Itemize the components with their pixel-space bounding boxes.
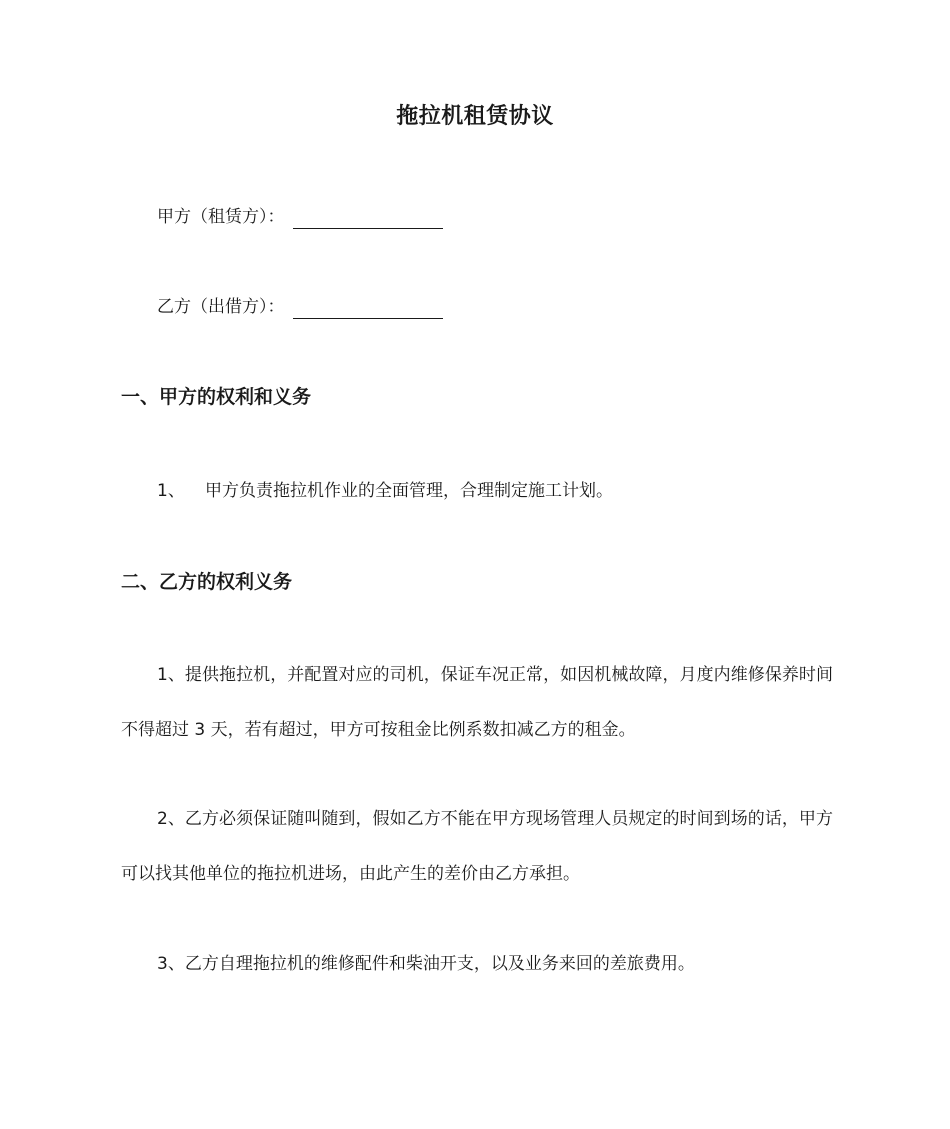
party-b-blank-field [293, 300, 443, 319]
party-a-line [157, 205, 443, 229]
section-1-heading: 一、甲方的权利和义务 [121, 386, 312, 408]
party-a-blank-field [293, 210, 443, 229]
party-a-label: 甲方（租赁方）： [157, 207, 285, 227]
section-1-item-1-number: 1、 [157, 481, 185, 501]
section-1-item-1 [157, 479, 613, 503]
section-2-heading: 二、乙方的权利义务 [121, 571, 293, 593]
party-b-label: 乙方（出借方）： [157, 297, 285, 317]
section-1-item-1-text: 甲方负责拖拉机作业的全面管理，合理制定施工计划。 [205, 481, 613, 501]
section-2-item-3: 3、乙方自理拖拉机的维修配件和柴油开支，以及业务来回的差旅费用。 [157, 954, 695, 974]
section-2-item-1: 1、提供拖拉机，并配置对应的司机，保证车况正常，如因机械故障，月度内维修保养时间不得超过 3 天，若有超过，甲方可按租金比例系数扣减乙方的租金。 [121, 665, 833, 740]
section-2-item-2: 2、乙方必须保证随叫随到，假如乙方不能在甲方现场管理人员规定的时间到场的话，甲方可以找其他单位的拖拉机进场，由此产生的差价由乙方承担。 [121, 809, 833, 884]
party-b-line [157, 295, 443, 319]
document-title: 拖拉机租赁协议 [396, 104, 554, 129]
